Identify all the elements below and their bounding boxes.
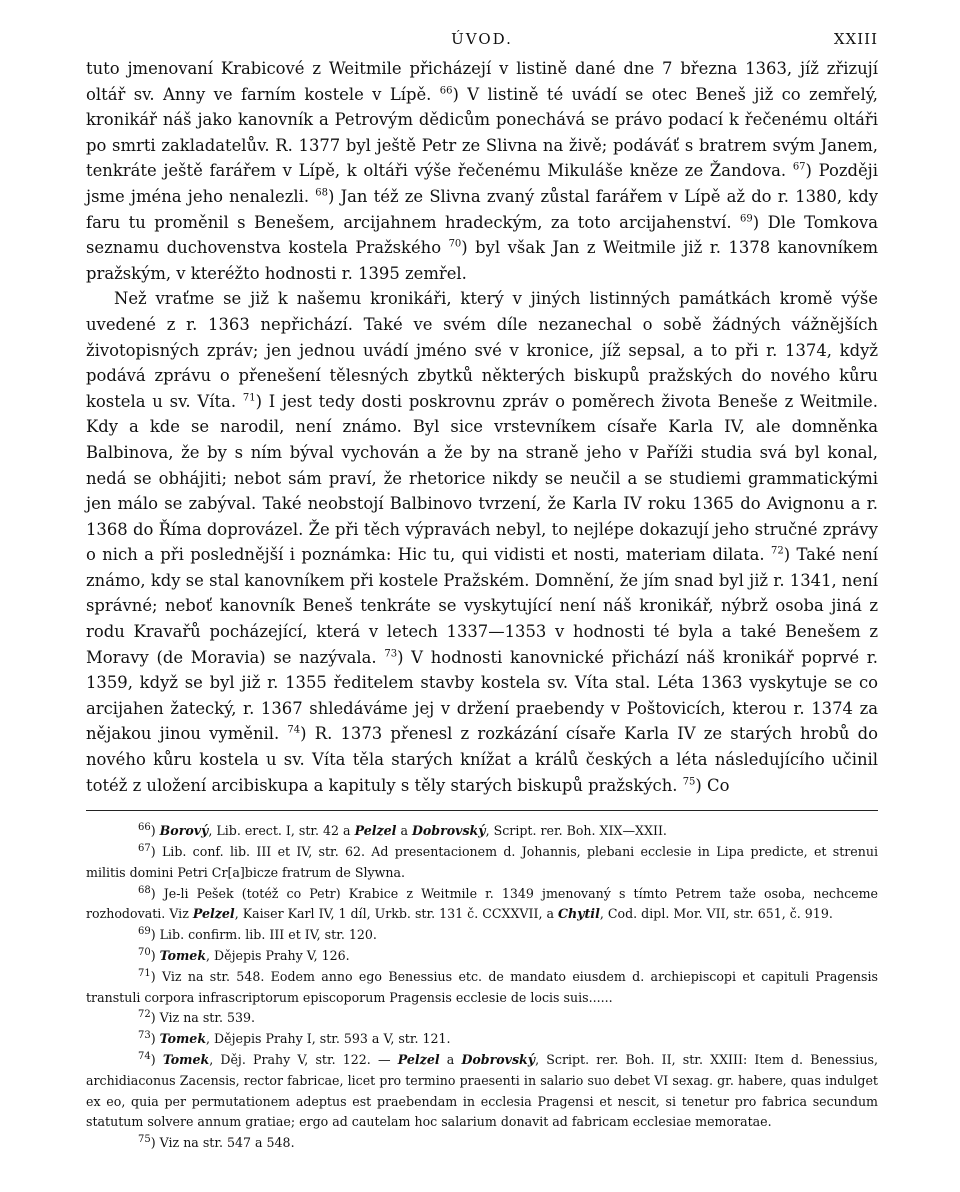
text-run: ) byl však Jan z Weitmile již r. 1378 kanovníkem pražským, v kteréžto hodnosti r. 1395 zemřel. [86,238,878,283]
paragraph-1 [86,56,878,286]
footnote-ref-68[interactable]: 68 [315,187,328,199]
footnote-ref-73[interactable]: 73 [384,648,398,660]
footnote-ref-72[interactable]: 72 [771,545,784,557]
text-run: ) [150,823,160,839]
author-name: Pelzel [192,906,235,922]
text-run: ) [150,948,160,963]
text-run: , Kaiser Karl IV, 1 díl, Urkb. str. 131 č. CCXXVII, a [234,906,558,922]
text-run: ) [150,1051,163,1067]
page [86,26,878,1154]
text-run: ) Co [695,775,730,795]
author-name: Dobrovský [411,823,486,839]
text-run: ) V listině té uvádí se otec Beneš již co zemřelý, kronikář náš jako kanovník a Petrovým dědicům ponechává se právo podací k řečenému oltáři po smrti zakladatelův. R. 1377 byl ještě Petr ze Slivna na živě; podáváť s bratrem svým Janem, tenkráte ještě farářem v Lípě, k oltáři výše řečenému Mikuláše kněze ze Žandova. [86,84,879,181]
footnote-mark: 72 [138,1009,151,1021]
author-name: Pelzel [354,823,397,839]
text-run: , Dějepis Prahy V, 126. [206,948,350,963]
author-name: Tomek [162,1051,210,1067]
footnotes [86,821,878,1154]
footnote-ref-69[interactable]: 69 [740,213,753,225]
text-run: ) R. 1373 přenesl z rozkázání císaře Karla IV ze starých hrobů do nového kůru kostela u sv. Víta těla starých knížat a králů českých a léta následujícího učinil totéž z uložení arcibiskupa a kapituly s těly starých biskupů pražských. [86,724,878,795]
author-name: Tomek [159,1031,207,1047]
text-run: , Script. rer. Boh. II, str. XXIII: Item d. Benessius, archidiaconus Zacensis, rector fabricae, licet pro termino praesenti in salario suo debet VI sexag. gr. habere, quas indulget ex eo, quia per permutationem adeptus est praebendam in ecclesia Pragensi et nescit, si tenetur pro fabrica secundum statutum solvere annum gratiae; ergo ad cautelam hoc salarium donavit ad fabricam ecclesiae memoratae. [86,1051,878,1130]
page-number: XXIII [833,30,878,48]
footnote-74 [86,1050,878,1133]
footnote-mark: 71 [138,967,151,979]
text-run: ) Viz na str. 548. Eodem anno ego Benessius etc. de mandato eiusdem d. archiepiscopi et capituli Pragensis transtuli corpora infrascriptorum episcoporum Pragensis ecclesie de locis suis...... [86,968,878,1005]
running-title: ÚVOD. [451,30,513,48]
text-run: , Lib. erect. I, str. 42 a [208,823,355,839]
footnote-ref-71[interactable]: 71 [242,392,256,404]
footnote-ref-70[interactable]: 70 [448,238,462,250]
footnote-68 [86,884,878,926]
text-run: ) Viz na str. 547 a 548. [150,1135,295,1151]
paragraph-2 [86,286,878,798]
footnote-mark: 73 [138,1030,151,1041]
footnote-ref-74[interactable]: 74 [287,724,301,736]
footnote-75 [86,1133,878,1154]
text-run: ) V hodnosti kanovnické přichází náš kronikář poprvé r. 1359, když se byl již r. 1355 ředitelem stavby kostela sv. Víta stal. Léta 1363 vyskytuje se co arcijahen žatecký, r. 1367 shledáváme jej v držení praebendy v Poštovicích, kterou r. 1374 za nějakou jinou vyměnil. [86,647,878,744]
footnote-ref-67[interactable]: 67 [792,161,806,173]
footnote-66 [86,821,878,842]
footnote-69 [86,925,878,946]
text-run: ) I jest tedy dosti poskrovnu zpráv o poměrech života Beneše z Weitmile. Kdy a kde se narodil, není známo. Byl sice vrstevníkem císaře Karla IV, ale domněnka Balbinova, že by s ním býval vychován a že by na straně jeho v Paříži studia svá byl konal, nedá se obhájiti; nebot sám praví, že rhetorice nikdy se neučil a se studiemi grammatickými jen málo se zabýval. Také neobstojí Balbinovo tvrzení, že Karla IV roku 1365 do Avignonu a r. 1368 do Říma doprovázel. Že při těch výpravách nebyl, to nejlépe dokazují jeho stručné zprávy o nich a při poslednější i poznámka: Hic tu, qui vidisti et nosti, materiam dilata. [86,391,878,565]
footnote-mark: 69 [138,926,151,938]
text-run: , Script. rer. Boh. XIX—XXII. [485,823,667,839]
text-run: , Cod. dipl. Mor. VII, str. 651, č. 919. [599,906,833,922]
author-name: Pelzel [397,1051,440,1067]
text-run: , Děj. Prahy V, str. 122. — [209,1051,398,1067]
text-run: , Dějepis Prahy I, str. 593 a V, str. 121. [206,1031,451,1047]
text-run: ) Lib. conf. lib. III et IV, str. 62. Ad presentacionem d. Johannis, plebani ecclesie in Lipa predicte, et strenui militis domini Petri Cr[a]bicze fratrum de Slywna. [86,844,878,880]
text-run: tuto jmenovaní Krabicové z Weitmile přicházejí v listině dané dne 7 března 1363, jíž zřizují oltář sv. Anny ve farním kostele v Lípě. [86,59,878,104]
footnote-70 [86,946,878,967]
text-run: ) Lib. confirm. lib. III et IV, str. 120. [150,927,377,943]
text-run: ) Viz na str. 539. [150,1010,256,1026]
footnote-71 [86,967,878,1009]
text-run: ) Také není známo, kdy se stal kanovníkem při kostele Pražském. Domnění, že jím snad byl již r. 1341, není správné; neboť kanovník Beneš tenkráte se vyskytující není náš kronikář, nýbrž osoba jiná z rodu Kravařů pocházející, která v letech 1337—1353 v hodnosti té byla a také Benešem z Moravy (de Moravia) se nazývala. [86,545,879,667]
footnote-ref-75[interactable]: 75 [682,776,696,788]
footnote-67 [86,842,878,884]
author-name: Tomek [159,948,207,963]
footnote-mark: 66 [138,822,151,834]
main-text [86,56,878,798]
running-header [86,26,878,56]
footnote-mark: 70 [138,946,151,958]
author-name: Dobrovský [461,1051,536,1067]
footnote-73 [86,1029,878,1050]
text-run: a [439,1051,462,1067]
text-run: ) Později jsme jména jeho nenalezli. [86,161,878,206]
footnote-mark: 74 [138,1050,151,1062]
author-name: Borový [159,823,209,839]
text-run: ) Dle Tomkova seznamu duchovenstva kostela Pražského [86,212,878,258]
author-name: Chytil [557,906,600,922]
text-run: ) [150,1031,160,1047]
footnote-ref-66[interactable]: 66 [439,85,453,97]
footnote-mark: 68 [138,884,151,896]
text-run: ) Je-li Pešek (totéž co Petr) Krabice z Weitmile r. 1349 jmenovaný s tímto Petrem taže osoba, nechceme rozhodovati. Viz [86,885,878,922]
text-run: a [396,823,412,839]
text-run: Než vraťme se již k našemu kronikáři, který v jiných listinných památkách kromě výše uvedené z r. 1363 nepřichází. Také ve svém díle nezanechal o sobě žádných vážnějších životopisných zpráv; jen jednou uvádí jméno své v kronice, jíž sepsal, a to při r. 1374, když podává zprávu o přenešení tělesných zbytků některých biskupů pražských do nového kůru kostela u sv. Víta. [86,289,878,411]
text-run: ) Jan též ze Slivna zvaný zůstal farářem v Lípě až do r. 1380, kdy faru tu proměnil s Benešem, arcijahnem hradeckým, za toto arcijahenství. [86,186,878,232]
footnote-mark: 75 [138,1133,151,1145]
footnote-divider [86,810,878,811]
footnote-72 [86,1008,878,1029]
footnote-mark: 67 [138,842,151,854]
